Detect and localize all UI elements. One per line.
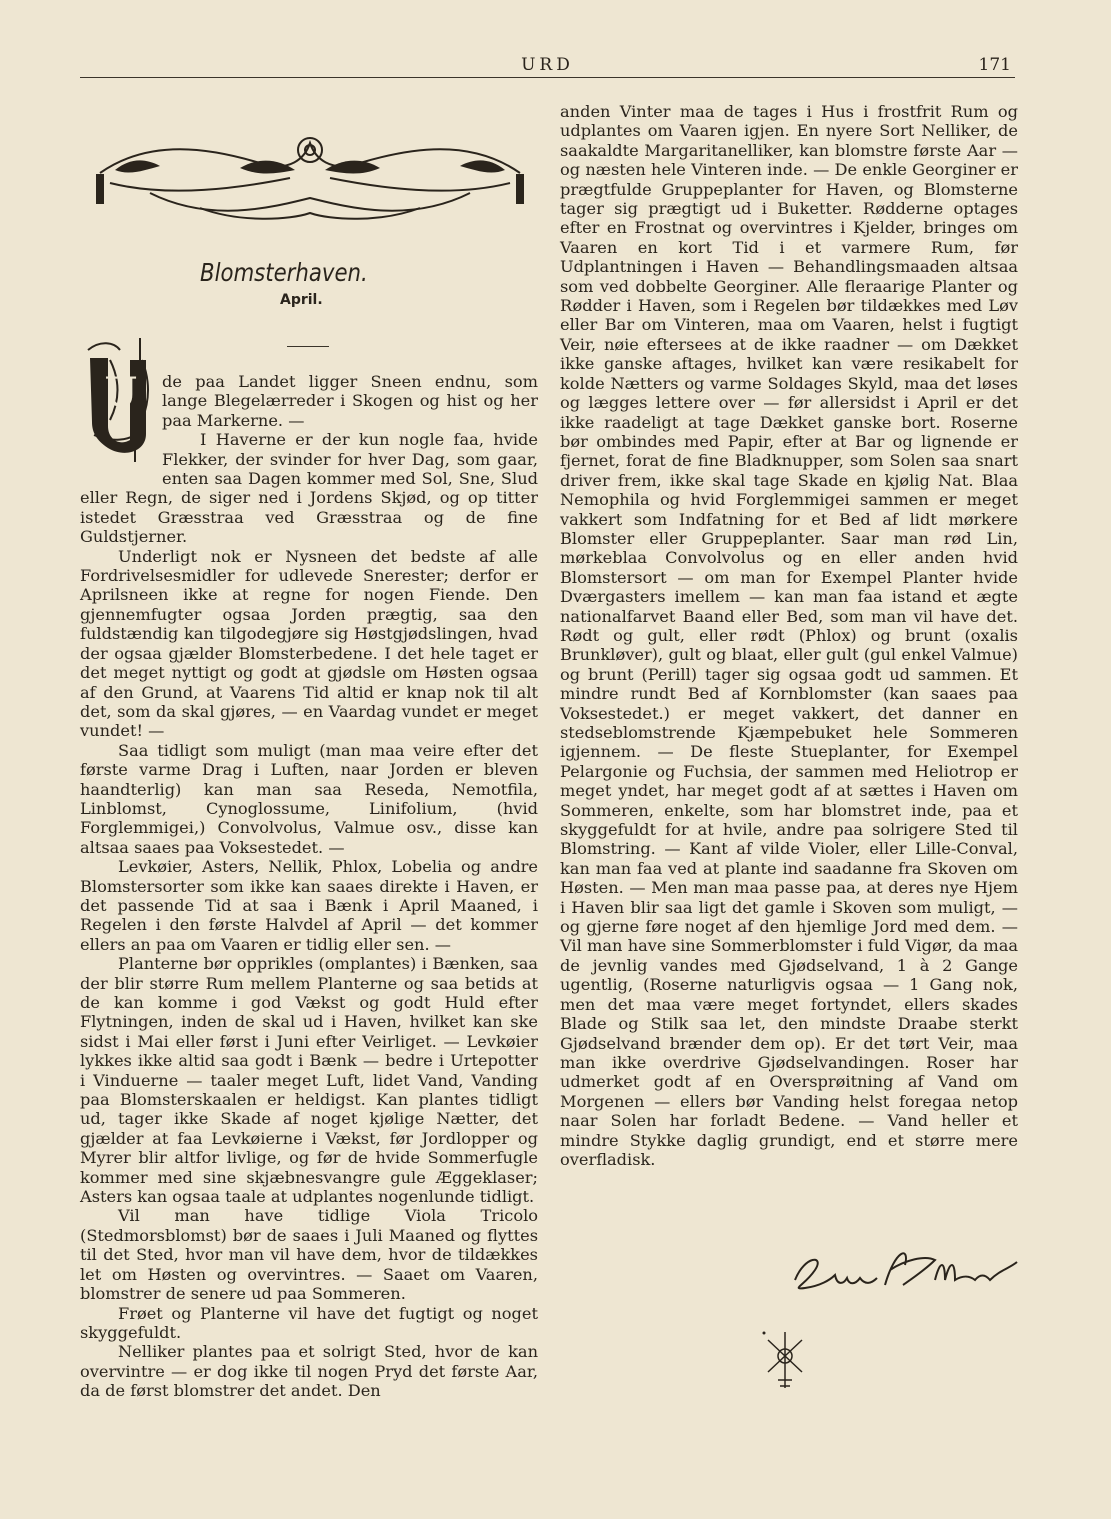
paragraph: Vil man have tidlige Viola Tricolo (Stedmorsblomst) bør de saaes i Juli Maaned og flyttes til det Sted, hvor man vil have dem, hvor de tildækkes let om Høsten og overvintres. — Saaet om Vaaren, blomstrer de senere ud paa Sommeren. bbox=[80, 1206, 538, 1304]
page-number: 171 bbox=[978, 55, 1011, 75]
dropcap-letter: U bbox=[104, 370, 138, 416]
left-column bbox=[80, 372, 538, 1401]
paragraph: de paa Landet ligger Sneen endnu, som lange Blegelærreder i Skogen og hist og her paa Markerne. — bbox=[162, 372, 538, 430]
article-subtitle: April. bbox=[280, 292, 323, 308]
right-column bbox=[560, 102, 1018, 1169]
end-ornament bbox=[760, 1330, 810, 1390]
paragraph: I Haverne er der kun nogle faa, hvide Flekker, der svinder for hver Dag, som gaar, enten saa Dagen kommer med Sol, Sne, Slud eller Regn, de siger ned i Jordens Skjød, og op titter istedet Græsstraa ved Græsstraa og de fine Guldstjerner. bbox=[80, 430, 538, 547]
paragraph: anden Vinter maa de tages i Hus i frostfrit Rum og udplantes om Vaaren igjen. En nyere Sort Nelliker, de saakaldte Margaritanelliker, kan blomstre første Aar — og næsten hele Vinteren inde. — De enkle Georginer er prægtfulde Gruppeplanter for Haven, og Blomsterne tager sig prægtigt ud i Buketter. Rødderne optages efter en Frostnat og overvintres i Kjelder, bringes om Vaaren en kort Tid i et varmere Rum, før Udplantningen i Haven — Behandlingsmaaden altsaa som ved dobbelte Georginer. Alle fleraarige Planter og Rødder i Haven, som i Regelen bør tildækkes med Løv eller Bar om Vinteren, maa om Vaaren, helst i fugtigt Veir, nøie eftersees at de ikke raadner — om Dækket ikke ganske aftages, hvilket kan være resikabelt for kolde Nætters og varme Soldages Skyld, maa det løses og lægges lettere over — før allersidst i April er det ikke raadeligt at tage Dækket ganske bort. Roserne bør ombindes med Papir, efter at Bar og lignende er fjernet, forat de fine Bladknupper, som Solen saa snart driver frem, ikke skal tage Skade en kjølig Nat. Blaa Nemophila og hvid Forglemmigei sammen er meget vakkert som Indfatning for et Bed af lidt mørkere Blomster eller Gruppeplanter. Saar man rød Lin, mørkeblaa Convolvolus og en eller anden hvid Blomstersort — om man for Exempel Planter hvide Dværgasters imellem — kan man faa istand et ægte nationalfarvet Baand eller Bed, som man vil have det. Rødt og gult, eller rødt (Phlox) og brunt (oxalis Brunkløver), gult og blaat, eller gult (gul enkel Valmue) og brunt (Perill) tager sig ogsaa godt ud sammen. Et mindre rundt Bed af Kornblomster (kan saaes paa Voksestedet.) er meget vakkert, det danner en stedseblomstrende Kjæmpebuket hele Sommeren igjennem. — De fleste Stueplanter, for Exempel Pelargonie og Fuchsia, der sammen med Heliotrop er meget yndet, har meget godt af at sættes i Haven om Sommeren, enkelte, som har blomstret inde, paa et skyggefuldt for at hvile, andre paa solrigere Sted til Blomstring. — Kant af vilde Violer, eller Lille-Conval, kan man faa ved at plante ind saadanne fra Skoven om Høsten. — Men man maa passe paa, at deres nye Hjem i Haven blir saa ligt det gamle i Skoven som muligt, — og gjerne føre noget af den hjemlige Jord med dem. — Vil man have sine Sommerblomster i fuld Vigør, da maa de jevnlig vandes med Gjødselvand, 1 à 2 Gange ugentlig, (Roserne naturligvis ogsaa — 1 Gang nok, men det maa være meget fortyndet, ellers skades Blade og Stilk saa let, den mindste Draabe sterkt Gjødselvand brænder dem op). Er det tørt Veir, maa man ikke overdrive Gjødselvandingen. Roser har udmerket godt af en Oversprøitning af Vand om Morgenen — ellers bør Vanding helst foregaa netop naar Solen har forladt Bedene. — Vand heller et mindre Stykke daglig grundigt, end et større mere overfladisk. bbox=[560, 102, 1018, 1169]
paragraph: Underligt nok er Nysneen det bedste af alle Fordrivelsesmidler for udlevede Snerester; derfor er Aprilsneen ikke at regne for nogen Fiende. Den gjennemfugter ogsaa Jorden prægtig, saa den fuldstændig kan tilgodegjøre sig Høstgjødslingen, hvad der ogsaa gjælder Blomsterbedene. I det hele taget er det meget nyttigt og godt at gjødsle om Høsten ogsaa af den Grund, at Vaarens Tid altid er knap nok til alt det, som da skal gjøres, — en Vaardag vundet er meget vundet! — bbox=[80, 546, 538, 741]
article-title: Blomsterhaven. bbox=[200, 258, 368, 287]
header-rule bbox=[80, 77, 1015, 78]
paragraph: Planterne bør opprikles (omplantes) i Bænken, saa der blir større Rum mellem Planterne og saa betids at de kan komme i god Vækst og godt Huld efter Flytningen, inden de skal ud i Haven, hvilket kan ske sidst i Mai eller først i Juni efter Veirliget. — Levkøier lykkes ikke altid saa godt i Bænk — bedre i Urtepotter i Vinduerne — taaler meget Luft, lidet Vand, Vanding paa Blomsterskaalen er heldigst. Kan plantes tidligt ud, tager ikke Skade af noget kjølige Nætter, det gjælder at faa Levkøierne i Vækst, før Jordlopper og Myrer blir altfor livlige, og før de hvide Sommerfugle kommer med sine skjæbnesvangre gule Æggeklaser; Asters kan ogsaa taale at udplantes nogenlunde tidligt. bbox=[80, 954, 538, 1207]
paragraph: Saa tidligt som muligt (man maa veire efter det første varme Drag i Luften, naar Jorden er bleven haandterlig) kan man saa Reseda, Nemotfila, Linblomst, Cynoglossume, Linifolium, (hvid Forglemmigei,) Convolvolus, Valmue osv., disse kan altsaa saaes paa Voksestedet. — bbox=[80, 740, 538, 857]
paragraph: Frøet og Planterne vil have det fugtigt og noget skyggefuldt. bbox=[80, 1303, 538, 1342]
svg-text:Elise Kielland: Elise Kielland bbox=[785, 1240, 792, 1241]
journal-title: URD bbox=[521, 55, 574, 75]
paragraph: Levkøier, Asters, Nellik, Phlox, Lobelia og andre Blomstersorter som ikke kan saaes direkte i Haven, er det passende Tid at saa i Bænk i April Maaned, i Regelen i den første Halvdel af April — det kommer ellers an paa om Vaaren er tidlig eller sen. — bbox=[80, 857, 538, 954]
floral-headpiece-ornament bbox=[90, 128, 530, 228]
dropcap-spacer bbox=[80, 372, 162, 470]
running-header bbox=[80, 52, 1015, 80]
title-rule bbox=[287, 346, 329, 347]
paragraph: Nelliker plantes paa et solrigt Sted, hvor de kan overvintre — er dog ikke til nogen Pryd det første Aar, da de først blomstrer det andet. Den bbox=[80, 1342, 538, 1401]
handwritten-signature bbox=[785, 1240, 1025, 1300]
